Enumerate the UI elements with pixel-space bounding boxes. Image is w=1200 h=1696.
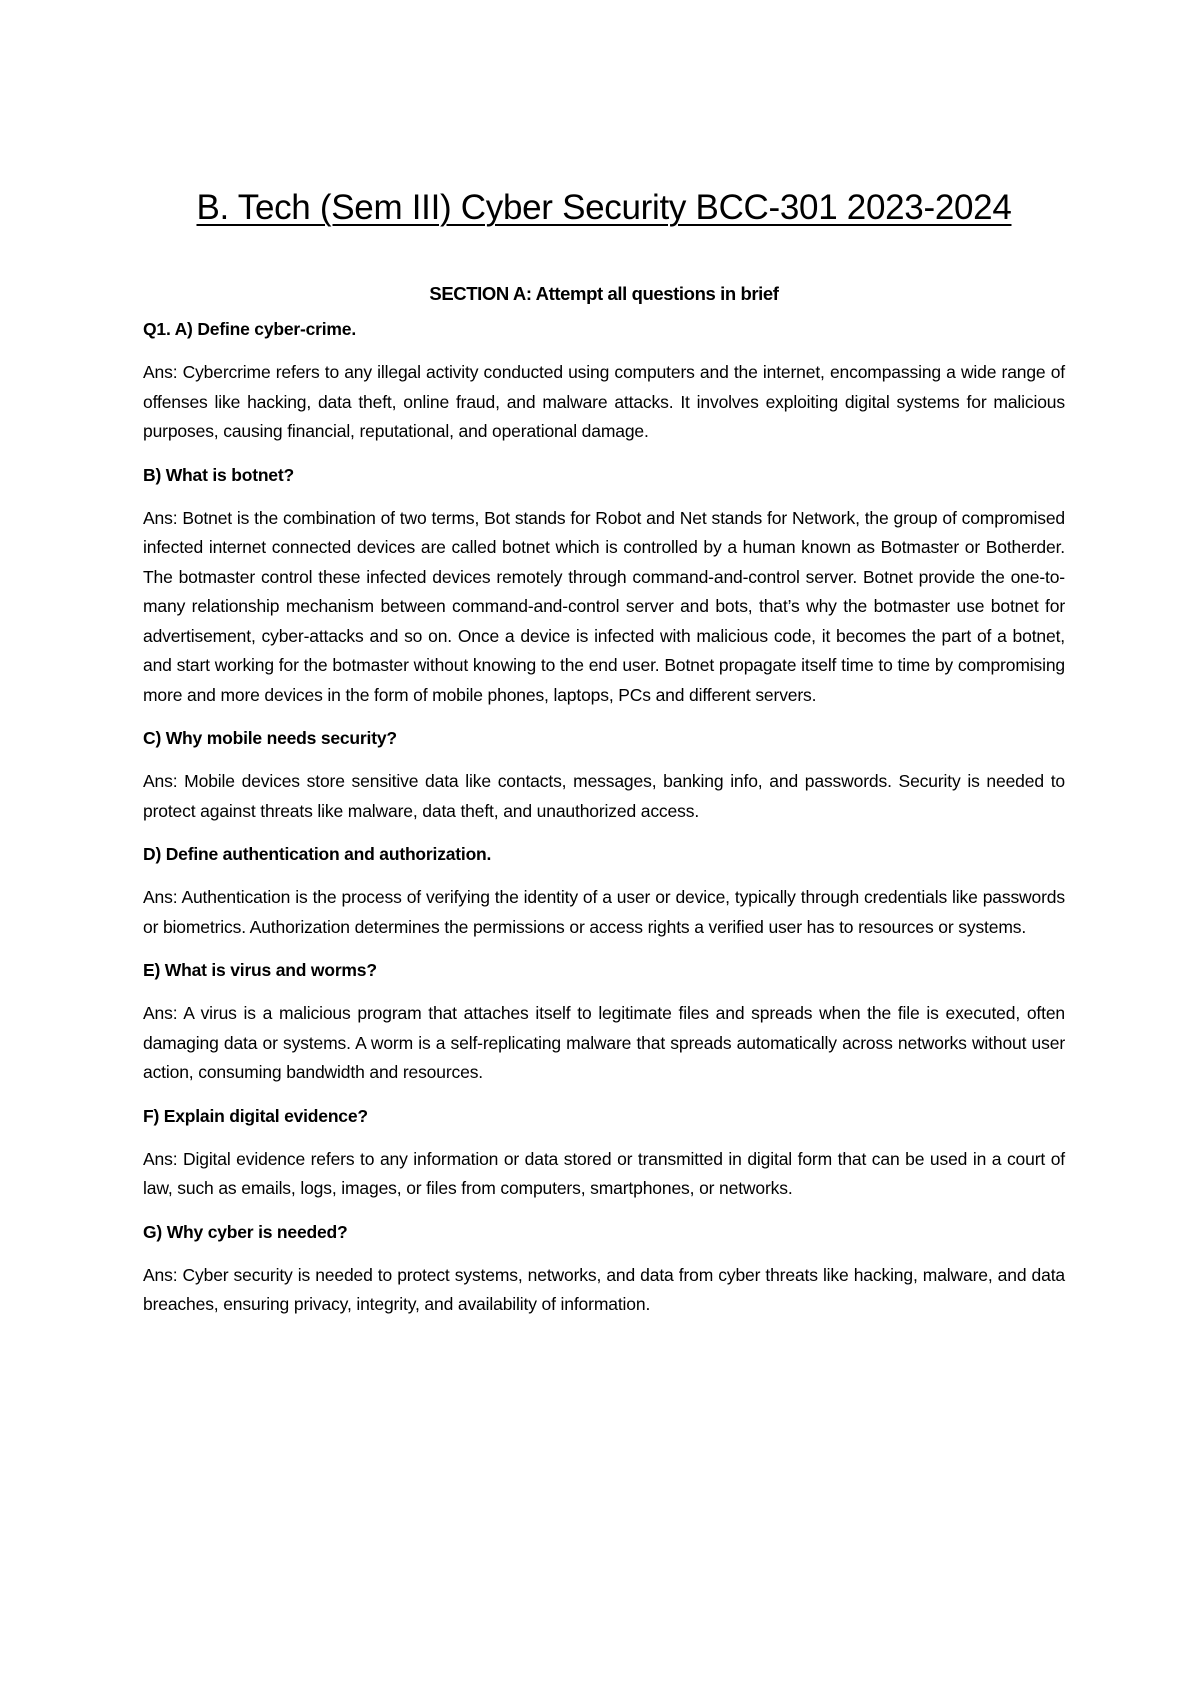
answer-paragraph: Ans: Mobile devices store sensitive data like contacts, messages, banking info, and passwords. Security is needed to protect against threats like malware, data theft, and unauthorized access.	[143, 771, 1065, 821]
qa-item-authentication	[143, 841, 1065, 942]
answer-paragraph: Ans: Digital evidence refers to any information or data stored or transmitted in digital form that can be used in a court of law, such as emails, logs, images, or files from computers, smartphones, or networks.	[143, 1148, 1065, 1198]
question-heading: E) What is virus and worms?	[143, 960, 377, 980]
answer-paragraph: Ans: A virus is a malicious program that attaches itself to legitimate files and spreads when the file is executed, often damaging data or systems. A worm is a self-replicating malware that spreads automatically across networks without user action, consuming bandwidth and resources.	[143, 1003, 1065, 1082]
answer-paragraph: Ans: Cyber security is needed to protect systems, networks, and data from cyber threats like hacking, malware, and data breaches, ensuring privacy, integrity, and availability of information.	[143, 1264, 1065, 1314]
question-heading: C) Why mobile needs security?	[143, 728, 397, 748]
section-heading: SECTION A: Attempt all questions in brief	[429, 283, 779, 304]
qa-item-digital-evidence	[143, 1103, 1065, 1204]
answer-paragraph: Ans: Authentication is the process of verifying the identity of a user or device, typically through credentials like passwords or biometrics. Authorization determines the permissions or access rights a verified user has to resources or systems.	[143, 887, 1065, 937]
qa-item-cyber-crime	[143, 316, 1065, 447]
question-heading: B) What is botnet?	[143, 464, 294, 485]
question-heading: F) Explain digital evidence?	[143, 1105, 368, 1126]
answer-paragraph: Ans: Botnet is the combination of two terms, Bot stands for Robot and Net stands for Network, the group of compromised infected internet connected devices are called botnet which is controlled by a human known as Botmaster or Botherder. The botmaster control these infected devices remotely through command-and-control server. Botnet provide the one-to-many relationship mechanism between command-and-control server and bots, that’s why the botmaster use botnet for advertisement, cyber-attacks and so on. Once a device is infected with malicious code, it becomes the part of a botnet, and start working for the botmaster without knowing to the end user. Botnet propagate itself time to time by compromising more and more devices in the form of mobile phones, laptops, PCs and different servers.	[143, 507, 1065, 705]
qa-item-virus-worms	[143, 957, 1065, 1088]
question-heading: D) Define authentication and authorization.	[143, 844, 492, 864]
question-heading: Q1. A) Define cyber-crime.	[143, 319, 356, 339]
answer-paragraph: Ans: Cybercrime refers to any illegal activity conducted using computers and the internet, encompassing a wide range of offenses like hacking, data theft, online fraud, and malware attacks. It involves exploiting digital systems for malicious purposes, causing financial, reputational, and operational damage.	[143, 362, 1065, 441]
qa-item-botnet	[143, 462, 1065, 711]
qa-item-cyber-needed	[143, 1219, 1065, 1320]
qa-item-mobile-security	[143, 725, 1065, 826]
question-heading: G) Why cyber is needed?	[143, 1221, 348, 1242]
document-title: B. Tech (Sem III) Cyber Security BCC-301 2023-2024	[196, 188, 1012, 227]
